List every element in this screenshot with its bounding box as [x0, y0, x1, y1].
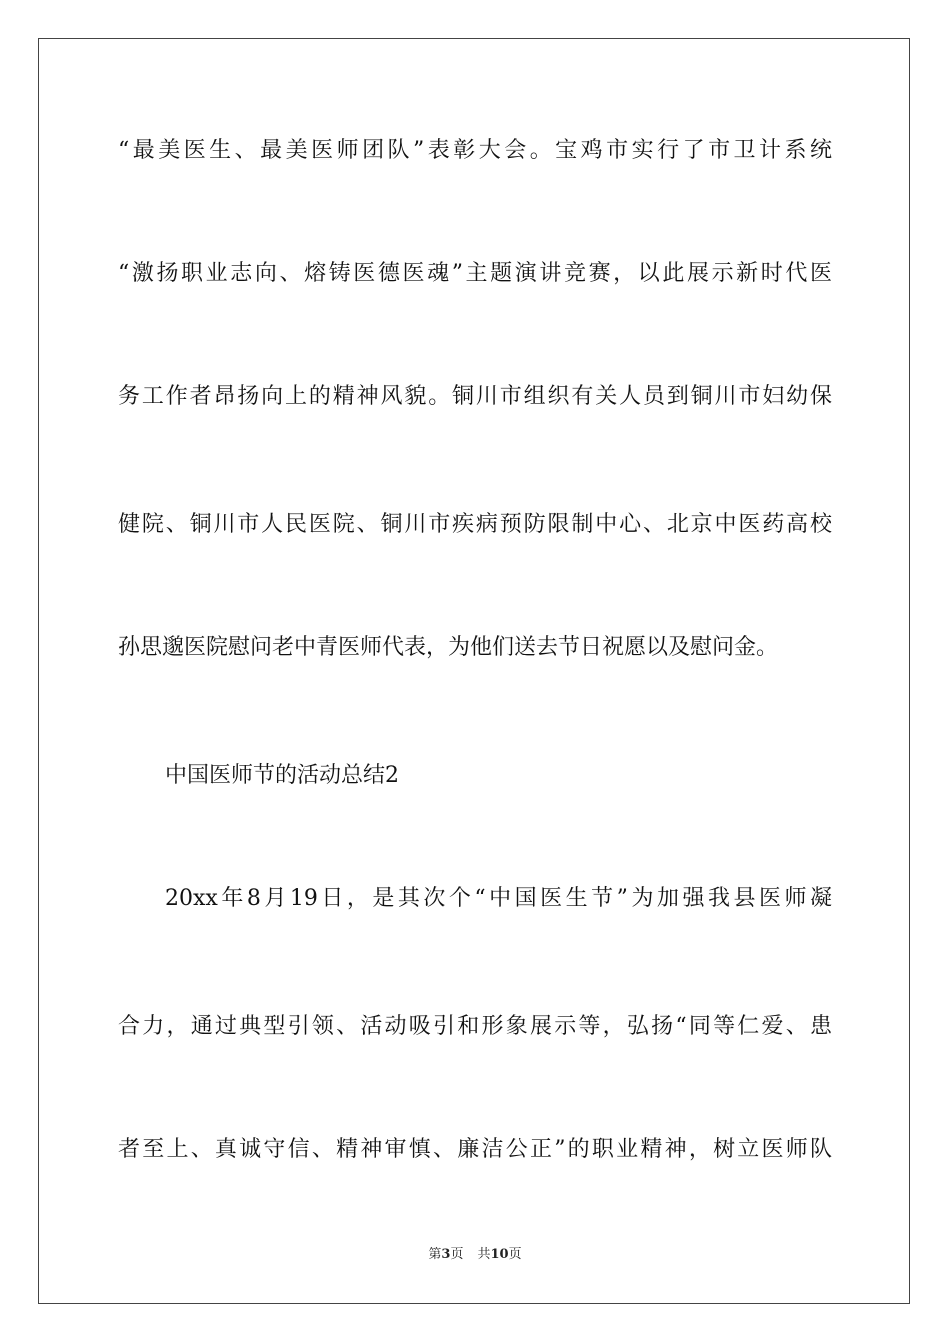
section-heading: 中国医师节的活动总结2 — [165, 763, 399, 788]
section-line-3: 者至上、真诚守信、精神审慎、廉洁公正”的职业精神，树立医师队 — [118, 1137, 832, 1162]
body-line-3: 务工作者昂扬向上的精神风貌。铜川市组织有关人员到铜川市妇幼保 — [118, 384, 832, 409]
footer-total-prefix: 共 — [477, 1247, 491, 1262]
body-line-5: 孙思邈医院慰问老中青医师代表，为他们送去节日祝愿以及慰问金。 — [118, 635, 779, 660]
footer-total-number: 10 — [490, 1247, 509, 1262]
body-line-4: 健院、铜川市人民医院、铜川市疾病预防限制中心、北京中医药高校 — [118, 512, 832, 537]
page-border — [38, 38, 910, 1304]
footer-page-suffix: 页 — [450, 1247, 464, 1262]
body-line-1: “最美医生、最美医师团队”表彰大会。宝鸡市实行了市卫计系统 — [118, 138, 832, 163]
section-line-1: 20xx年8月19日，是其次个“中国医生节”为加强我县医师凝 — [165, 886, 832, 911]
body-line-2: “激扬职业志向、熔铸医德医魂”主题演讲竞赛，以此展示新时代医 — [118, 261, 832, 286]
section-line-2: 合力，通过典型引领、活动吸引和形象展示等，弘扬“同等仁爱、患 — [118, 1014, 832, 1039]
footer-total-suffix: 页 — [508, 1247, 522, 1262]
page-footer — [0, 1246, 950, 1264]
footer-page-number: 3 — [441, 1247, 451, 1262]
footer-page-prefix: 第 — [428, 1247, 442, 1262]
